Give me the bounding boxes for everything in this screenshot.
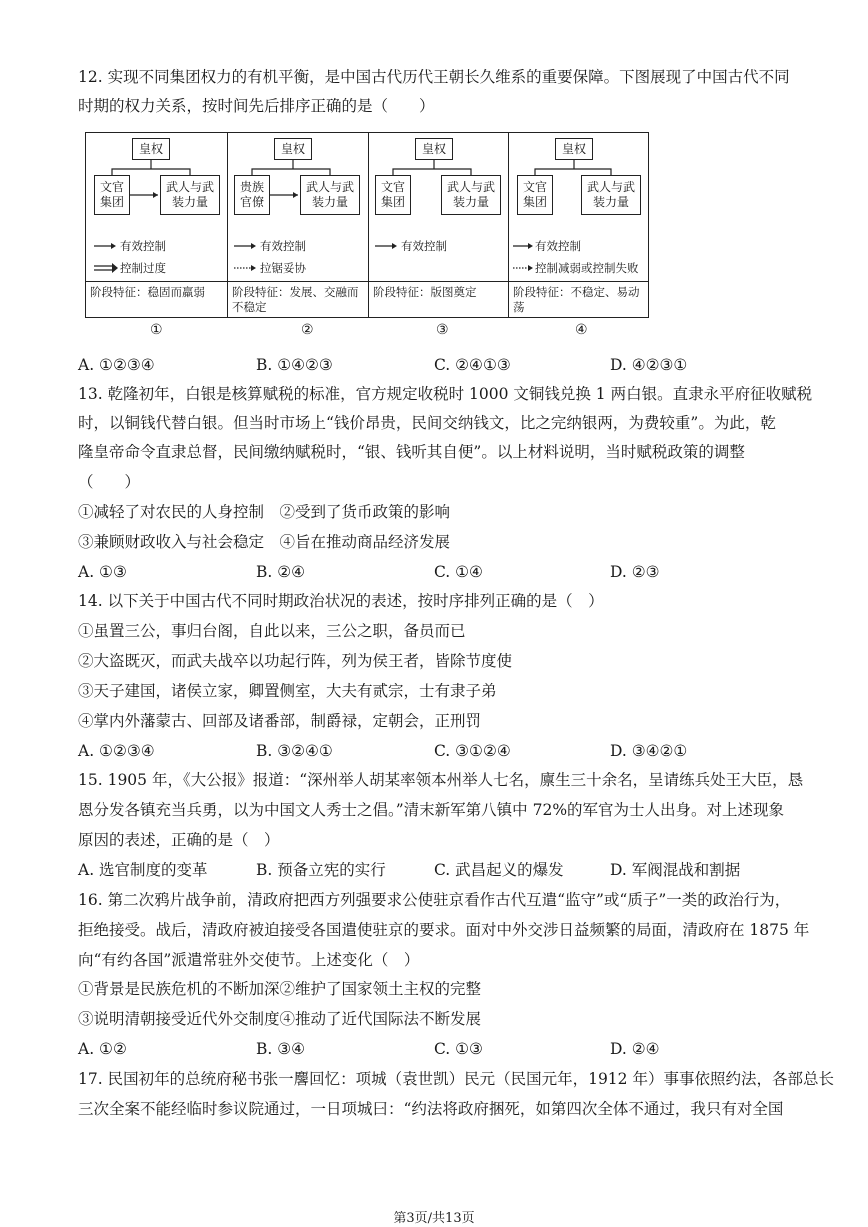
q16-stem-line3: 向“有约各国”派遣常驻外交使节。上述变化（ ） [78,951,420,969]
option-d[interactable]: D. ④②③① [610,356,688,374]
q14-statement-2: ②大盗既灭，而武夫战卒以功起行阵，列为侯王者，皆除节度使 [78,652,513,670]
military-box: 武人与武装力量 [441,175,501,215]
civil-officials-box: 文官集团 [375,175,411,215]
q13-stem-line1: 13. 乾隆初年，白银是核算赋税的标准，官方规定收税时 1000 文铜钱兑换 1 两白银。直隶永平府征收赋税 [78,385,813,403]
q12-stem-line2: 时期的权力关系，按时间先后排序正确的是（ ） [78,97,435,115]
option-b[interactable]: B. ③②④① [256,742,333,760]
option-d[interactable]: D. ③④②① [610,742,688,760]
option-a[interactable]: A. ①③ [78,563,127,581]
legend-effective-control: 有效控制 [260,239,306,253]
option-c[interactable]: C. ①④ [434,563,483,581]
q15-stem-line2: 恩分发各镇充当兵勇，以为中国文人秀士之倡。”清末新军第八镇中 72%的军官为士人出身。对上述现象 [78,801,785,819]
legend-effective-control: 有效控制 [535,239,581,253]
diagram-panel-4 [509,133,648,317]
option-a[interactable]: A. 选官制度的变革 [78,861,208,879]
legend-tug-of-war: 拉锯妥协 [260,261,306,275]
imperial-power-box: 皇权 [415,138,453,160]
q16-statements-2: ③说明清朝接受近代外交制度④推动了近代国际法不断发展 [78,1010,482,1028]
q13-stem-line2: 时，以铜钱代替白银。但当时市场上“钱价昂贵，民间交纳钱文，比之完纳银两，为费较重”。为此，乾 [78,414,776,432]
panel-number-2: ② [301,322,314,338]
panel-number-3: ③ [436,322,449,338]
stage-feature: 阶段特征：不稳定、易动荡 [509,281,648,317]
q14-statement-1: ①虽置三公，事归台阁，自此以来，三公之职，备员而已 [78,622,466,640]
q13-statements-2: ③兼顾财政收入与社会稳定 ④旨在推动商品经济发展 [78,533,451,551]
q13-stem-line3: 隆皇帝命令直隶总督，民间缴纳赋税时，“银、钱听其自便”。以上材料说明，当时赋税政策的调整 [78,443,745,461]
stage-feature: 阶段特征：版图奠定 [369,281,508,317]
diagram-panel-1 [86,133,228,317]
q16-stem-line1: 16. 第二次鸦片战争前，清政府把西方列强要求公使驻京看作古代互遣“监守”或“质子”一类的政治行为， [78,891,791,909]
option-b[interactable]: B. ②④ [256,563,306,581]
option-b[interactable]: B. ③④ [256,1040,306,1058]
military-box: 武人与武装力量 [160,175,220,215]
q16-statements-1: ①背景是民族危机的不断加深②维护了国家领土主权的完整 [78,980,482,998]
panel-3-arrows [369,133,509,283]
civil-officials-box: 文官集团 [94,175,130,215]
q13-statements-1: ①减轻了对农民的人身控制 ②受到了货币政策的影响 [78,503,451,521]
aristocrat-officials-box: 贵族官僚 [234,175,270,215]
military-box: 武人与武装力量 [300,175,360,215]
imperial-power-box: 皇权 [555,138,593,160]
option-a[interactable]: A. ①② [78,1040,127,1058]
stage-feature: 阶段特征：稳固而羸弱 [86,281,227,317]
q14-statement-4: ④掌内外藩蒙古、回部及诸番部，制爵禄，定朝会，正刑罚 [78,712,482,730]
option-b[interactable]: B. ①④②③ [256,356,333,374]
page-footer: 第3页/共13页 [393,1211,475,1226]
legend-excessive-control: 控制过度 [120,261,166,275]
military-box: 武人与武装力量 [581,175,641,215]
legend-weakened-control: 控制减弱或控制失败 [535,261,639,275]
option-a[interactable]: A. ①②③④ [78,356,155,374]
option-c[interactable]: C. ③①②④ [434,742,511,760]
q12-stem-line1: 12. 实现不同集团权力的有机平衡，是中国古代历代王朝长久维系的重要保障。下图展现了中国古代不同 [78,68,790,86]
option-c[interactable]: C. 武昌起义的爆发 [434,861,564,879]
q17-stem-line1: 17. 民国初年的总统府秘书张一麐回忆：项城（袁世凯）民元（民国元年，1912 年）事事依照约法，各部总长 [78,1070,834,1088]
option-c[interactable]: C. ②④①③ [434,356,511,374]
q15-stem-line1: 15. 1905 年，《大公报》报道：“深州举人胡某率领本州举人七名，廪生三十余名，呈请练兵处王大臣，恳 [78,771,804,789]
option-d[interactable]: D. ②④ [610,1040,660,1058]
option-a[interactable]: A. ①②③④ [78,742,155,760]
imperial-power-box: 皇权 [274,138,312,160]
option-d[interactable]: D. 军阀混战和割据 [610,861,741,879]
diagram-panel-3 [369,133,509,317]
diagram-panel-2 [228,133,369,317]
panel-number-1: ① [150,322,163,338]
q14-statement-3: ③天子建国，诸侯立家，卿置侧室，大夫有贰宗，士有隶子弟 [78,682,497,700]
option-b[interactable]: B. 预备立宪的实行 [256,861,386,879]
q16-stem-line2: 拒绝接受。战后，清政府被迫接受各国遣使驻京的要求。面对中外交涉日益频繁的局面，清政府在 1875 年 [78,921,810,939]
legend-effective-control: 有效控制 [120,239,166,253]
imperial-power-box: 皇权 [132,138,170,160]
legend-effective-control: 有效控制 [401,239,447,253]
option-c[interactable]: C. ①③ [434,1040,483,1058]
q13-stem-line4: （ ） [78,473,141,491]
power-relations-diagram [85,132,649,318]
q17-stem-line2: 三次全案不能经临时参议院通过，一日项城曰：“约法将政府捆死，如第四次全体不通过，我只有对全国 [78,1100,784,1118]
q14-stem: 14. 以下关于中国古代不同时期政治状况的表述，按时序排列正确的是（ ） [78,592,604,610]
option-d[interactable]: D. ②③ [610,563,660,581]
civil-officials-box: 文官集团 [517,175,553,215]
stage-feature: 阶段特征：发展、交融而不稳定 [228,281,368,317]
q15-stem-line3: 原因的表述，正确的是（ ） [78,831,280,849]
panel-number-4: ④ [575,322,588,338]
